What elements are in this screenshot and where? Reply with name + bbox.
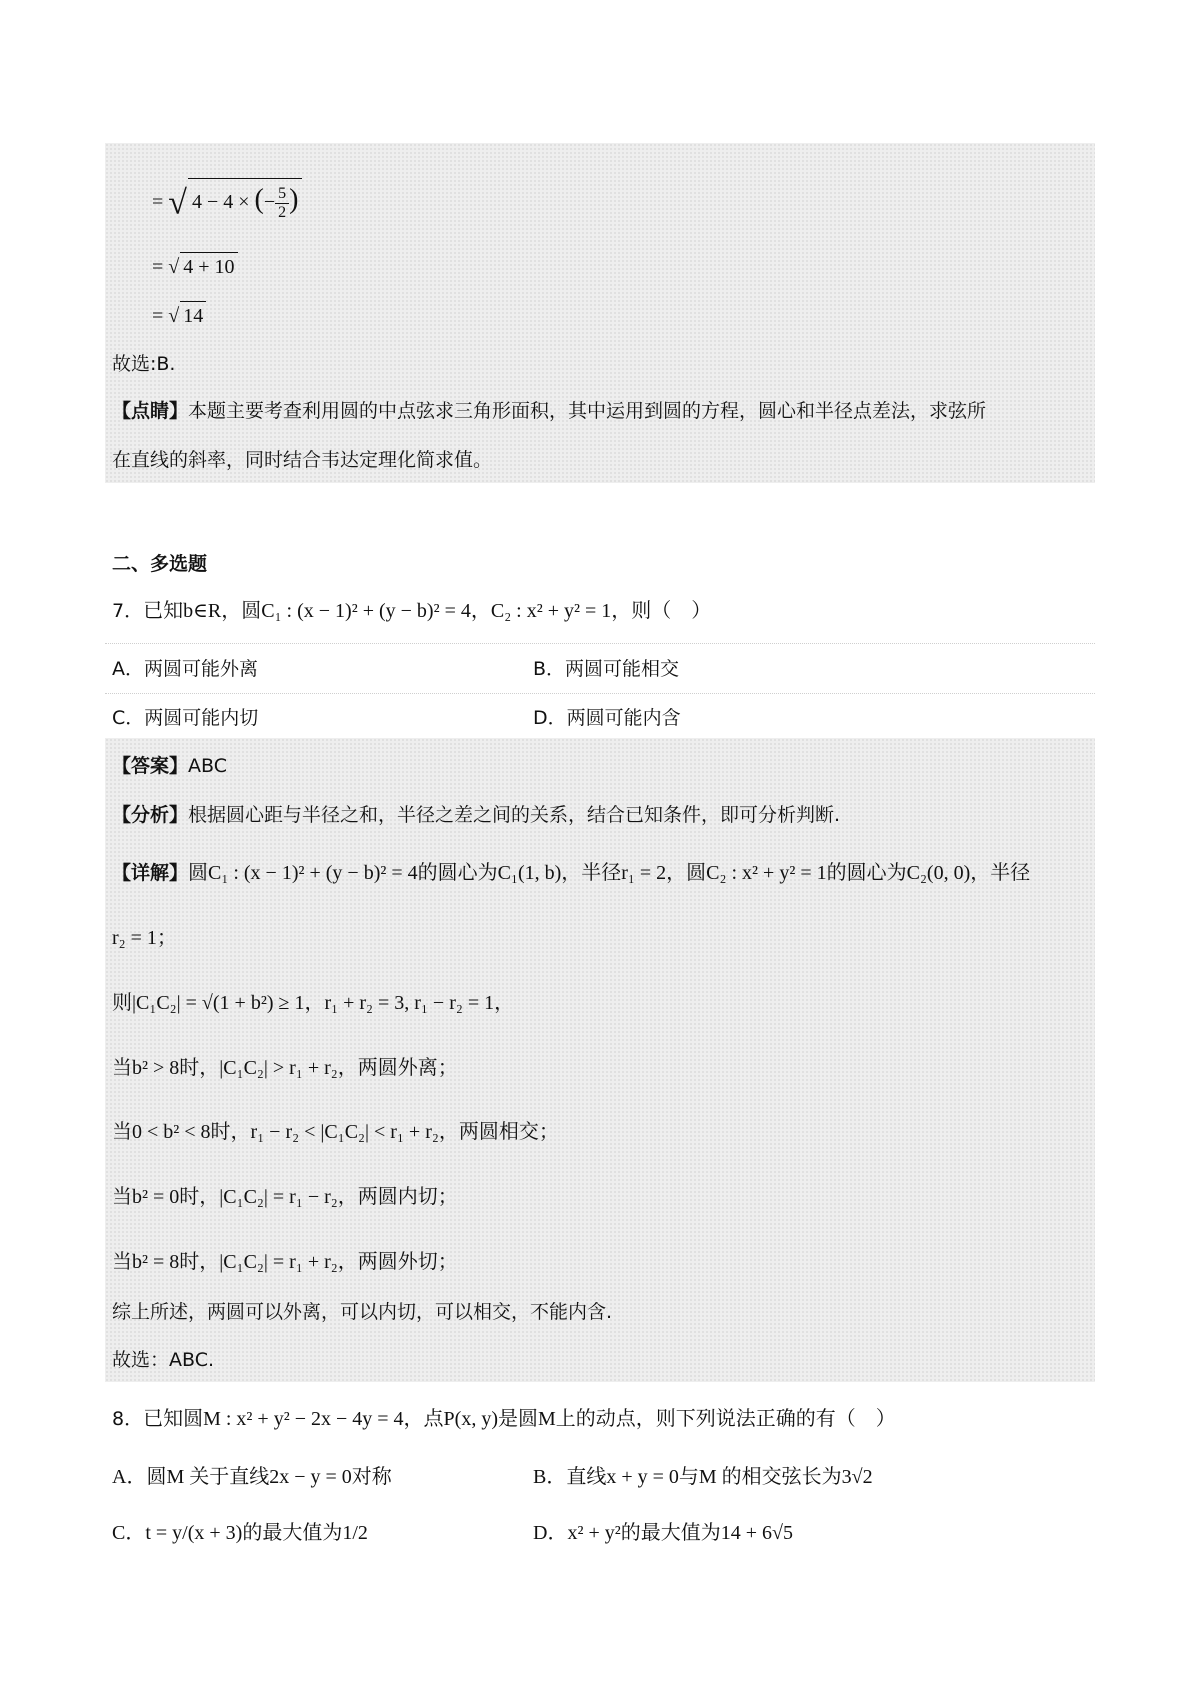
q7-detail-line-6: 当b² = 0时，|C₁C₂| = r₁ − r₂，两圆内切； xyxy=(112,1186,458,1208)
q7-option-d[interactable]: D．两圆可能内含 xyxy=(533,707,681,729)
q7-stem: 7．已知b∈R，圆C₁ : (x − 1)² + (y − b)² = 4，C₂ : x² + y² = 1，则（ ） xyxy=(112,600,712,622)
q7-option-c[interactable]: C．两圆可能内切 xyxy=(112,707,259,729)
q7-conclusion: 综上所述，两圆可以外离，可以内切，可以相交，不能内含. xyxy=(112,1301,613,1323)
comment-line-2: 在直线的斜率，同时结合韦达定理化简求值。 xyxy=(112,449,493,471)
q7-detail-line-7: 当b² = 8时，|C₁C₂| = r₁ + r₂，两圆外切； xyxy=(112,1251,458,1273)
choice-b-text: 故选:B. xyxy=(112,353,176,375)
q7-option-a[interactable]: A．两圆可能外离 xyxy=(112,658,258,680)
equation-line-3: = √ 14 xyxy=(152,301,206,330)
equation-line-1: = √ 4 − 4 × (− $\frac{5}{2}$ ) xyxy=(152,178,302,228)
q7-detail-line-2: r₂ = 1； xyxy=(112,927,177,949)
q7-detail-line-3: 则|C₁C₂| = √(1 + b²) ≥ 1，r₁ + r₂ = 3, r₁ − r₂ = 1， xyxy=(112,992,515,1014)
q8-option-c[interactable]: C．t = y/(x + 3)的最大值为1/2 xyxy=(112,1522,368,1544)
q8-option-a[interactable]: A．圆M 关于直线2x − y = 0对称 xyxy=(112,1466,392,1488)
comment-tag: 【点睛】 xyxy=(112,400,189,422)
q7-detail-line-5: 当0 < b² < 8时，r₁ − r₂ < |C₁C₂| < r₁ + r₂，两圆相交； xyxy=(112,1121,559,1143)
equation-line-2: = √ 4 + 10 xyxy=(152,252,238,281)
q7-option-b[interactable]: B．两圆可能相交 xyxy=(533,658,680,680)
q7-answer: 【答案】ABC xyxy=(112,755,227,777)
divider xyxy=(105,643,1095,644)
q7-analysis: 【分析】根据圆心距与半径之和，半径之差之间的关系，结合已知条件，即可分析判断. xyxy=(112,804,841,826)
q7-detail-line-4: 当b² > 8时，|C₁C₂| > r₁ + r₂，两圆外离； xyxy=(112,1057,458,1079)
comment-line-1: 【点睛】本题主要考查利用圆的中点弦求三角形面积，其中运用到圆的方程，圆心和半径点差法，求弦所 xyxy=(112,400,987,422)
section-title: 二、多选题 xyxy=(112,553,208,575)
q8-stem: 8．已知圆M : x² + y² − 2x − 4y = 4，点P(x, y)是圆M上的动点，则下列说法正确的有（ ） xyxy=(112,1408,896,1430)
q7-detail-line-1: 【详解】圆C₁ : (x − 1)² + (y − b)² = 4的圆心为C₁(1, b)，半径r₁ = 2，圆C₂ : x² + y² = 1的圆心为C₂(0, 0)，半径 xyxy=(112,862,1031,884)
q8-option-b[interactable]: B．直线x + y = 0与M 的相交弦长为3√2 xyxy=(533,1466,873,1488)
q8-option-d[interactable]: D．x² + y²的最大值为14 + 6√5 xyxy=(533,1522,793,1544)
divider xyxy=(105,693,1095,694)
q7-choice: 故选：ABC. xyxy=(112,1349,215,1371)
